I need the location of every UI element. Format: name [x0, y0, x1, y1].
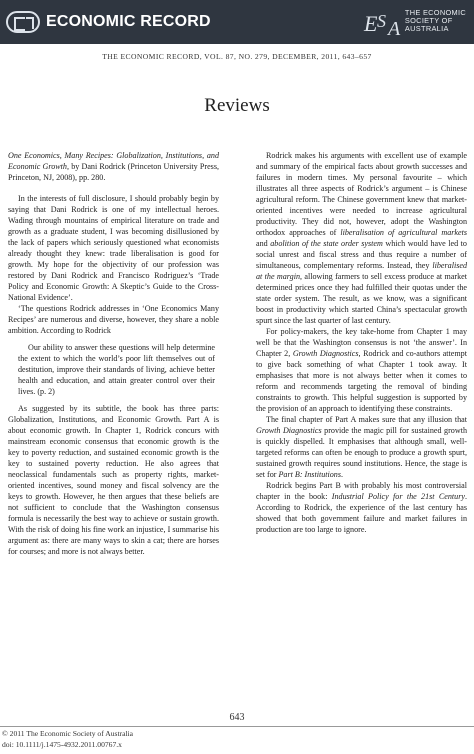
book-title: One Economics, Many Recipes: Globalization, Institutions, and Economic Growth,: [8, 151, 219, 171]
society-line-2: SOCIETY OF: [404, 16, 453, 25]
journal-citation: THE ECONOMIC RECORD, VOL. 87, NO. 279, DECEMBER, 2011, 643–657: [102, 52, 372, 61]
book-details: by Dani Rodrick (Princeton University Press, Princeton, NJ, 2008), pp. 280.: [8, 162, 219, 182]
italic-text: Growth Diagnostics: [292, 349, 359, 358]
paragraph: As suggested by its subtitle, the book has three parts: Globalization, Institutions, and Economic Growth. Part A is about economic growth. In Chapter 1, Rodrick concurs with mainstream economic consensus that economic growth is the key to poverty reduction, and sustained economic growth is the key to sustained poverty reduction. He also agrees that neoclassical fundamentals such as property rights, market-oriented incentives, sound money and fiscal solvency are the keys to growth. However, he then argues that these beliefs are not sufficient to conclude that the Washington consensus formula is necessarily the best way to achieve or sustain growth. With the risk of doing his fine work an injustice, I summarise his argument as: there are many ways to skin a cat; there are horses for courses; and more is not always better.: [8, 404, 219, 556]
text-run: , Rodrick and co-authors attempt to give back something of what Chapter 1 took away. It emphasises that more is not always better when it comes to reform and recommends targeting the removal of binding constraints to growth. This helpful suggestion is supported by the provision of an approach to identifying these constraints.: [256, 349, 467, 413]
left-column: [8, 150, 219, 557]
copyright-notice: © 2011 The Economic Society of Australia: [2, 729, 134, 738]
text-run: and: [256, 239, 271, 248]
journal-name: ECONOMIC RECORD: [46, 13, 211, 30]
paragraph: [256, 480, 467, 535]
esa-logo-icon: [363, 5, 403, 39]
svg-text:A: A: [387, 18, 401, 39]
block-quote: Our ability to answer these questions will help determine the extent to which the world’s poor lift themselves out of destitution, improve their standards of living, achieve better health and education, and attain greater control over their lives. (p. 2): [18, 343, 215, 396]
text-run: For policy-makers, the key take-home from Chapter 1 may well be that the Washington consensus is not ‘the answer’. In Chapter 2,: [256, 327, 467, 358]
italic-text: Part B: Institutions: [278, 470, 341, 479]
italic-text: Industrial Policy for the 21st Century: [331, 492, 465, 501]
journal-header-band: [0, 0, 474, 44]
italic-text: abolition of the state order system: [270, 239, 383, 248]
svg-text:S: S: [376, 11, 386, 31]
svg-text:E: E: [363, 11, 378, 36]
society-line-1: THE ECONOMIC: [404, 8, 466, 17]
society-name: [405, 9, 466, 33]
doi: doi: 10.1111/j.1475-4932.2011.00767.x: [2, 740, 122, 749]
text-run: . According to Rodrick, the experience of the last century has showed that both government failure and market failures in production are too large to ignore.: [256, 492, 467, 534]
book-reference: [8, 150, 219, 183]
paragraph: [256, 414, 467, 480]
paragraph: [256, 150, 467, 326]
text-run: which would have led to social unrest and fiscal stress and thus require a number of simultaneous, complementary reforms. Instead, they: [256, 239, 467, 270]
text-run: , allowing farmers to sell excess produce at market determined prices once they had fulfilled their quotas under the state order system. The result, as we know, was a significant boost in productivity which started China’s spectacular growth spurt since the last quarter of last century.: [256, 272, 467, 325]
page-footer: [0, 726, 474, 750]
text-run: Rodrick begins Part B with probably his most controversial chapter in the book:: [256, 481, 467, 501]
section-title: Reviews: [204, 95, 270, 116]
er-logo-icon: [6, 11, 40, 33]
text-run: Rodrick makes his arguments with excellent use of example and summary of the empirical facts about growth successes and failures in modern times. My personal favourite – which illustrates all three aspects of Rodrick’s argument – is Chinese agricultural reform. The Chinese government knew that market-oriented incentives were needed to increase agricultural productivity. They did not, however, adopt the Washington orthodox approaches of: [256, 151, 467, 237]
text-run: .: [341, 470, 344, 479]
paragraph: ‘The questions Rodrick addresses in ‘One Economics Many Recipes’ are numerous and diverse, however, they share a noble ambition. According to Rodrick: [8, 304, 219, 335]
footer-rule: [0, 726, 474, 727]
text-run: The final chapter of Part A makes sure that any illusion that: [266, 415, 467, 424]
economic-record-logo: [6, 9, 211, 35]
italic-text: liberalisation of agricultural markets: [340, 228, 467, 237]
italic-text: Growth Diagnostics: [256, 426, 322, 435]
paragraph: [256, 326, 467, 414]
esa-logo: [363, 5, 466, 39]
society-line-3: AUSTRALIA: [404, 24, 449, 33]
right-column: [256, 150, 467, 535]
italic-text: liberalised at the margin: [256, 261, 467, 281]
text-run: provide the magic pill for sustained growth is quickly dispelled. It emphasises that although small, well-targeted reforms can often be enough to produce a growth spurt, sustained growth requires sound institutions. Hence, the stage is set for: [256, 426, 467, 479]
paragraph: In the interests of full disclosure, I should probably begin by saying that Dani Rodrick is one of my intellectual heroes. Wading through mountains of empirical literature on trade and growth as a graduate student, I was becoming disillusioned by the lack of papers which seriously questioned what economists already thought they knew: trade liberalisation is good for growth. My hope for the objectivity of our profession was restored by Dani Rodrick and Francisco Rodriguez’s ‘Trade Policy and Economic Growth: A Skeptic’s Guide to the Cross-National Evidence’.: [8, 194, 219, 302]
page-number: 643: [229, 712, 245, 723]
